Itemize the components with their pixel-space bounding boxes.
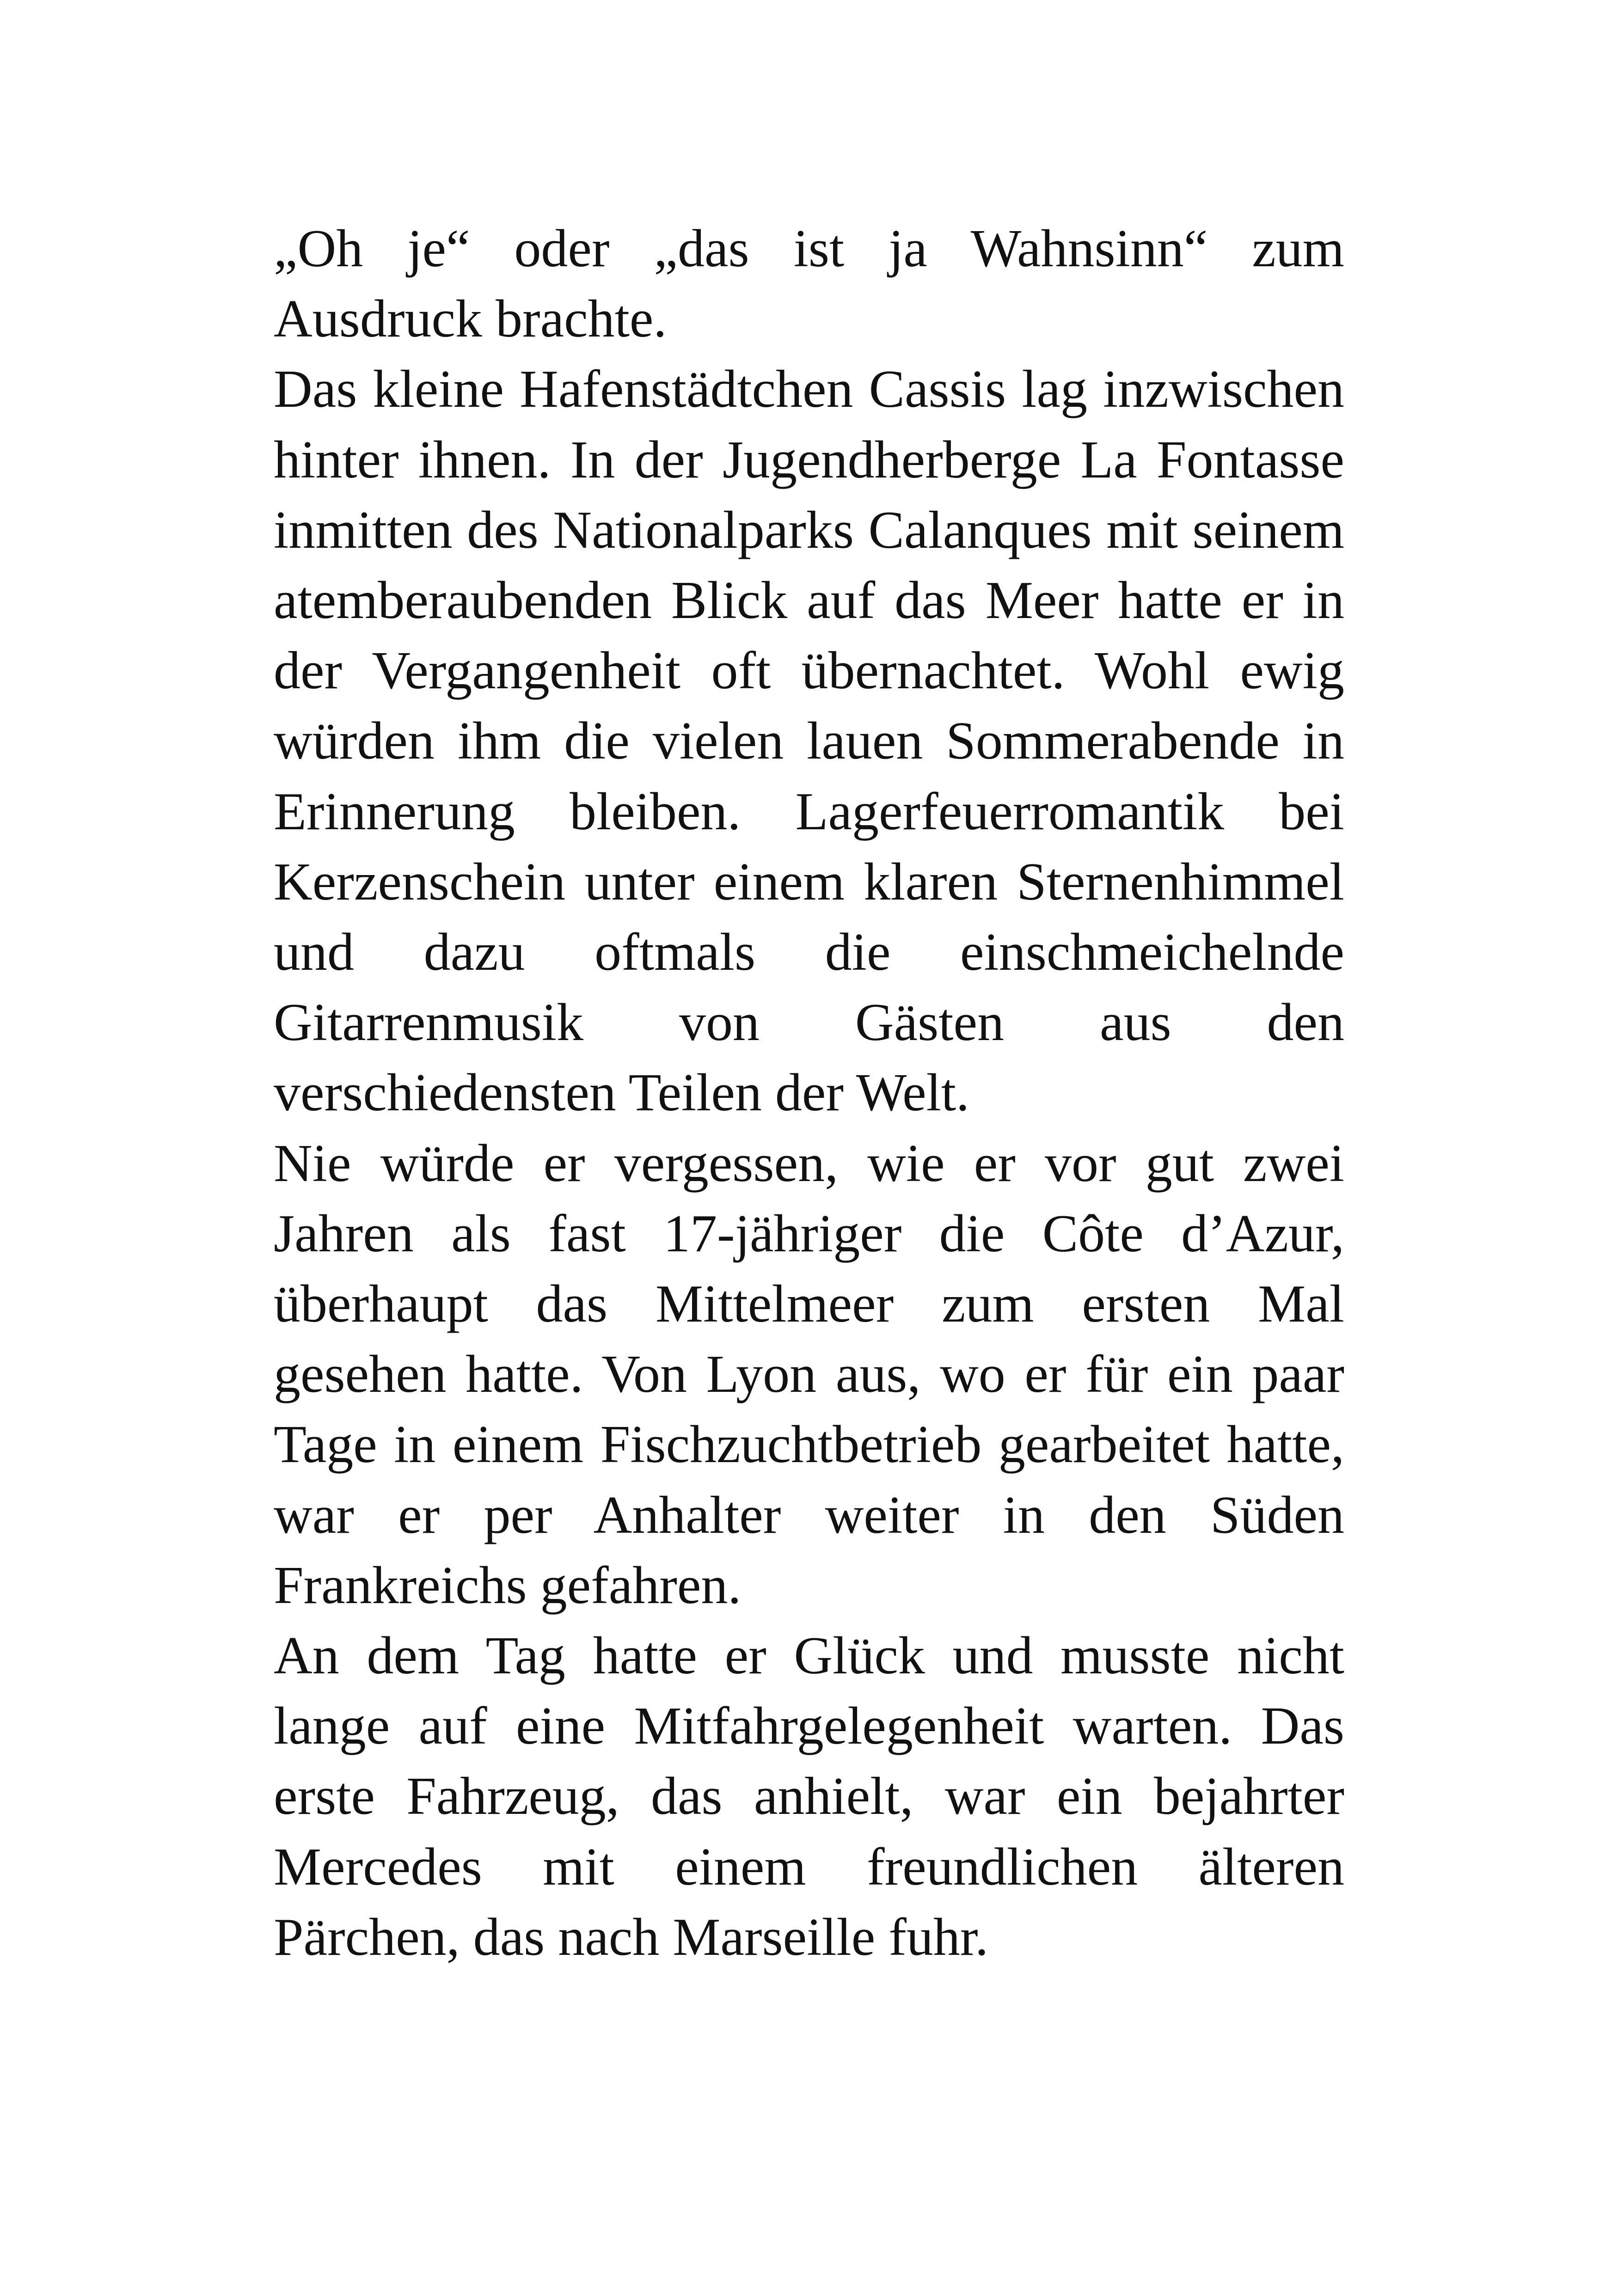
paragraph-2: Das kleine Hafenstädtchen Cassis lag inzwischen hinter ihnen. In der Jugendherberge La Fontasse inmitten des Nationalparks Calanques mit seinem atemberaubenden Blick auf das Meer hatte er in der Vergangenheit oft übernachtet. Wohl ewig würden ihm die vielen lauen Sommerabende in Erinnerung bleiben. Lagerfeuerromantik bei Kerzenschein unter einem klaren Sternenhimmel und dazu oftmals die einschmeichelnde Gitarrenmusik von Gästen aus den verschiedensten Teilen der Welt. bbox=[274, 360, 1344, 1123]
paragraph-4: An dem Tag hatte er Glück und musste nicht lange auf eine Mitfahrgelegenheit warten. Das erste Fahrzeug, das anhielt, war ein bejahrter Mercedes mit einem freundlichen älteren Pärchen, das nach Marseille fuhr. bbox=[274, 1626, 1344, 1967]
body-text bbox=[274, 214, 1344, 1972]
paragraph-3: Nie würde er vergessen, wie er vor gut zwei Jahren als fast 17-jähriger die Côte d’Azur, überhaupt das Mittelmeer zum ersten Mal gesehen hatte. Von Lyon aus, wo er für ein paar Tage in einem Fischzuchtbetrieb gearbeitet hatte, war er per Anhalter weiter in den Süden Frankreichs gefahren. bbox=[274, 1133, 1344, 1615]
paragraph-1: „Oh je“ oder „das ist ja Wahnsinn“ zum Ausdruck brachte. bbox=[274, 219, 1344, 349]
